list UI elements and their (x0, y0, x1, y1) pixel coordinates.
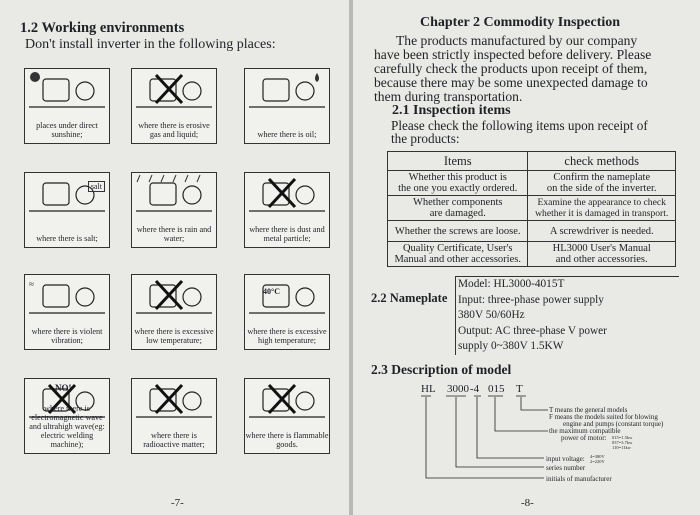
inspection-desc-2: the products: (391, 131, 460, 146)
model-explain-t: T means the general models (549, 406, 628, 414)
panel-caption: where there is radioactive matter; (143, 431, 205, 449)
panel-caption: where there is violent vibration; (31, 327, 103, 345)
intro-line-5: them during transportation. (374, 89, 523, 104)
nameplate-line: Model: HL3000-4015T (458, 278, 565, 290)
intro-line-1: The products manufactured by our company (396, 33, 638, 48)
panel-caption: where there is dust and metal particle; (249, 225, 325, 243)
chapter-title: Chapter 2 Commodity Inspection (420, 15, 621, 30)
intro-line-3: carefully check the products upon receipt of them, (374, 61, 648, 76)
nameplate-line: supply 0~380V 1.5KW (458, 340, 564, 352)
panel-caption: where there is flammable goods. (245, 431, 329, 449)
section-title-working-environments: 1.2 Working environments (20, 20, 185, 36)
model-code-type: T (516, 383, 523, 395)
nameplate-line: Output: AC three-phase V power (458, 324, 607, 337)
panel-caption: where there is erosive gas and liquid; (138, 121, 210, 139)
panel-caption: where there is excessive high temperature; (247, 327, 327, 345)
panel-caption: where there is excessive low temperature; (134, 327, 214, 345)
model-explain-power-values: 015=1.5kw 037=3.7kw 110=11kw (612, 435, 633, 450)
row-item: Whether the screws are loose. (388, 221, 528, 242)
panel-caption: where there is salt; (36, 234, 98, 243)
panel-caption: where there is rain and water; (136, 225, 212, 243)
model-code-hl: HL (421, 383, 436, 395)
model-explain-power-2: power of motor: (561, 434, 607, 442)
vibration-mark-icon: ≈ (29, 279, 34, 289)
model-explain-f: F means the models suited for blowing (549, 413, 658, 421)
row-method: Confirm the nameplate on the side of the inverter. (528, 171, 676, 196)
row-method: HL3000 User's Manual and other accessories. (528, 242, 676, 267)
model-code-voltage: -4 (470, 383, 480, 395)
temperature-label: 40°C (263, 287, 280, 296)
panel-caption: where there is electromagnetic wave and ultrahigh wave(eg: electric welding machine); (29, 404, 105, 449)
nameplate-line: 380V 50/60Hz (458, 309, 525, 321)
model-description-title: 2.3 Description of model (371, 362, 512, 377)
row-method: A screwdriver is needed. (528, 221, 676, 242)
intro-line-4: because there may be some unexpected damage to (374, 75, 648, 90)
model-explain-f2: engine and pumps (constant torque) (563, 420, 664, 428)
page-number-left: -7- (171, 497, 184, 509)
nameplate-line: Input: three-phase power supply (458, 293, 604, 306)
header-items: Items (388, 152, 528, 171)
model-explain-voltage-values: 4=380V 2=220V (590, 454, 605, 464)
row-item: Quality Certificate, User's Manual and other accessories. (388, 242, 528, 267)
section-subtitle: Don't install inverter in the following places: (25, 37, 276, 52)
salt-label: salt (88, 181, 105, 192)
model-explain-voltage: input voltage: (546, 455, 585, 463)
row-method: Examine the appearance to check whether it is damaged in transport. (528, 196, 676, 221)
inspection-desc-1: Please check the following items upon receipt of (391, 118, 648, 133)
model-code-power: 015 (488, 383, 505, 395)
row-item: Whether this product is the one you exactly ordered. (388, 171, 528, 196)
panel-caption: places under direct sunshine; (36, 121, 98, 139)
model-explain-power-1: the maximum compatible (549, 427, 621, 435)
header-check-methods: check methods (528, 152, 676, 171)
model-explain-series: series number (546, 464, 586, 472)
nameplate-title: 2.2 Nameplate (371, 291, 448, 305)
inspection-title: 2.1 Inspection items (392, 103, 511, 118)
panel-caption: where there is oil; (257, 130, 317, 139)
intro-line-2: have been strictly inspected before delivery. Please (374, 47, 652, 62)
page-number-right: -8- (521, 497, 534, 509)
model-code-series: 3000 (447, 383, 469, 395)
no-label: NO! (55, 383, 72, 393)
row-item: Whether components are damaged. (388, 196, 528, 221)
model-explain-manufacturer: initials of manufacturer (546, 475, 612, 483)
